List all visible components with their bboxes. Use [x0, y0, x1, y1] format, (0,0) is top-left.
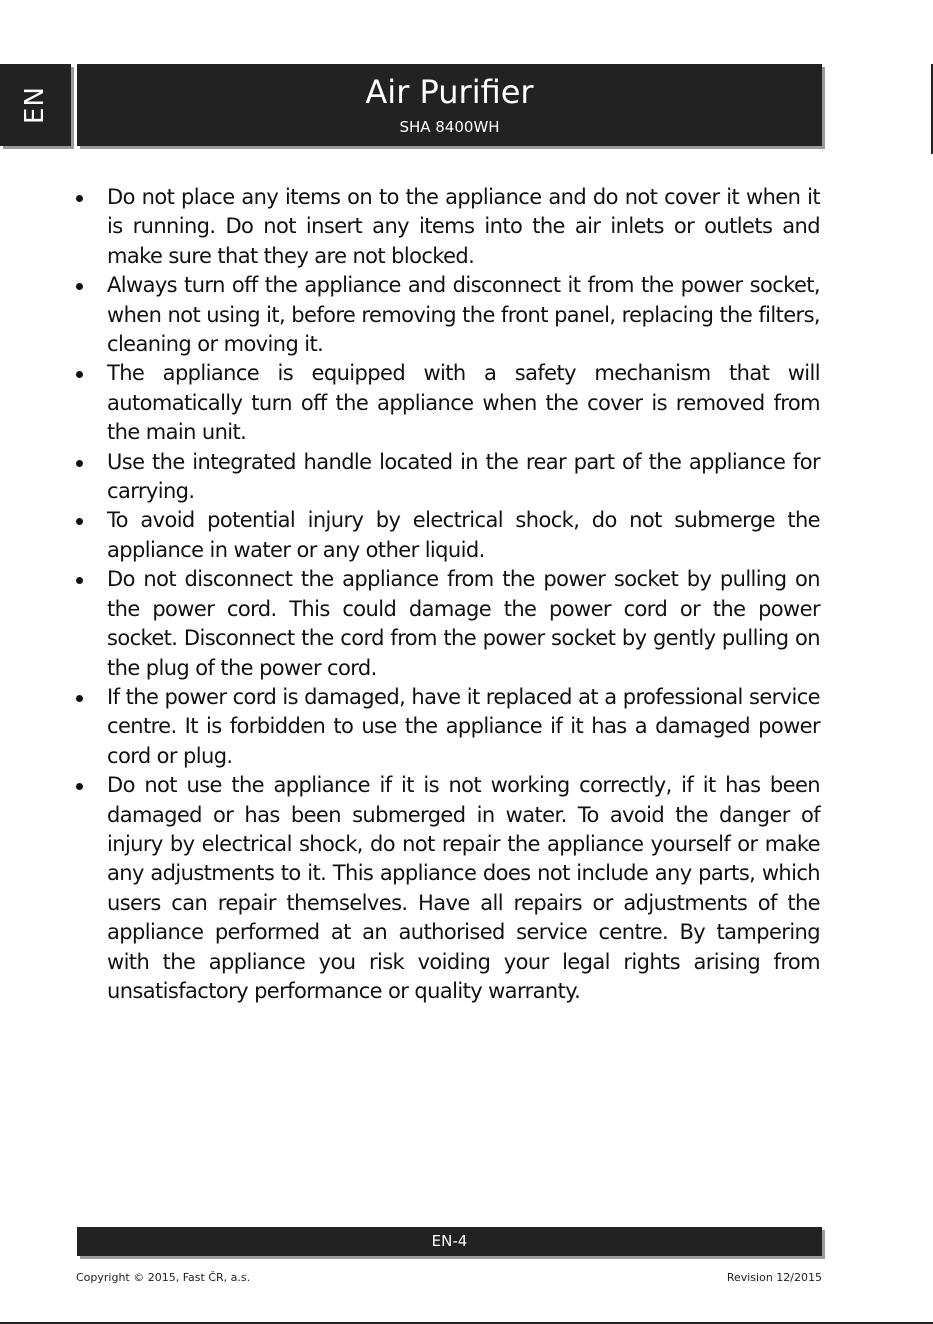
instruction-item: [70, 565, 820, 683]
bullet-icon: [76, 371, 83, 378]
instruction-text: The appliance is equipped with a safety mechanism that will automatically turn off the appliance when the cover is removed from the main unit.: [107, 361, 820, 445]
footer-bar: [77, 1227, 822, 1256]
instruction-text: Always turn off the appliance and disconnect it from the power socket, when not using it, before removing the front panel, replacing the filters, cleaning or moving it.: [107, 273, 820, 357]
bullet-icon: [76, 460, 83, 467]
copyright-text: Copyright © 2015, Fast ČR, a.s.: [76, 1271, 251, 1284]
revision-text: Revision 12/2015: [726, 1271, 822, 1284]
instruction-text: Do not use the appliance if it is not working correctly, if it has been damaged or has been submerged in water. To avoid the danger of injury by electrical shock, do not repair the appliance yourself or make any adjustments to it. This appliance does not include any parts, which users can repair themselves. Have all repairs or adjustments of the appliance performed at an authorised service centre. By tampering with the appliance you risk voiding your legal rights arising from unsatisfactory performance or quality warranty.: [107, 773, 820, 1003]
model-number: SHA 8400WH: [399, 118, 500, 136]
bullet-icon: [76, 518, 83, 525]
page-title: Air Purifier: [365, 73, 534, 111]
header-bar: [77, 64, 822, 146]
instruction-item: [70, 506, 820, 565]
instructions-section: [70, 183, 820, 1006]
instruction-text: Do not disconnect the appliance from the power socket by pulling on the power cord. This could damage the power cord or the power socket. Disconnect the cord from the power socket by gently pulling on the plug of the power cord.: [107, 567, 820, 680]
instruction-item: [70, 183, 820, 271]
instruction-item: [70, 359, 820, 447]
instruction-text: To avoid potential injury by electrical shock, do not submerge the appliance in water or any other liquid.: [107, 508, 820, 562]
instruction-item: [70, 448, 820, 507]
instruction-item: [70, 771, 820, 1006]
page-number: EN-4: [431, 1232, 468, 1250]
instruction-item: [70, 271, 820, 359]
language-tab: [0, 64, 71, 146]
instruction-text: If the power cord is damaged, have it replaced at a professional service centre. It is forbidden to use the appliance if it has a damaged power cord or plug.: [107, 684, 820, 768]
instruction-text: Do not place any items on to the appliance and do not cover it when it is running. Do not insert any items into the air inlets or outlets and make sure that they are not blocked.: [107, 185, 820, 268]
instruction-text: Use the integrated handle located in the rear part of the appliance for carrying.: [107, 449, 820, 504]
bullet-icon: [76, 195, 83, 202]
bullet-icon: [76, 283, 83, 290]
bullet-icon: [76, 577, 83, 584]
instruction-item: [70, 683, 820, 771]
bullet-icon: [76, 783, 83, 790]
language-label: EN: [20, 86, 50, 124]
instruction-list: [70, 183, 820, 1006]
bullet-icon: [76, 695, 83, 702]
